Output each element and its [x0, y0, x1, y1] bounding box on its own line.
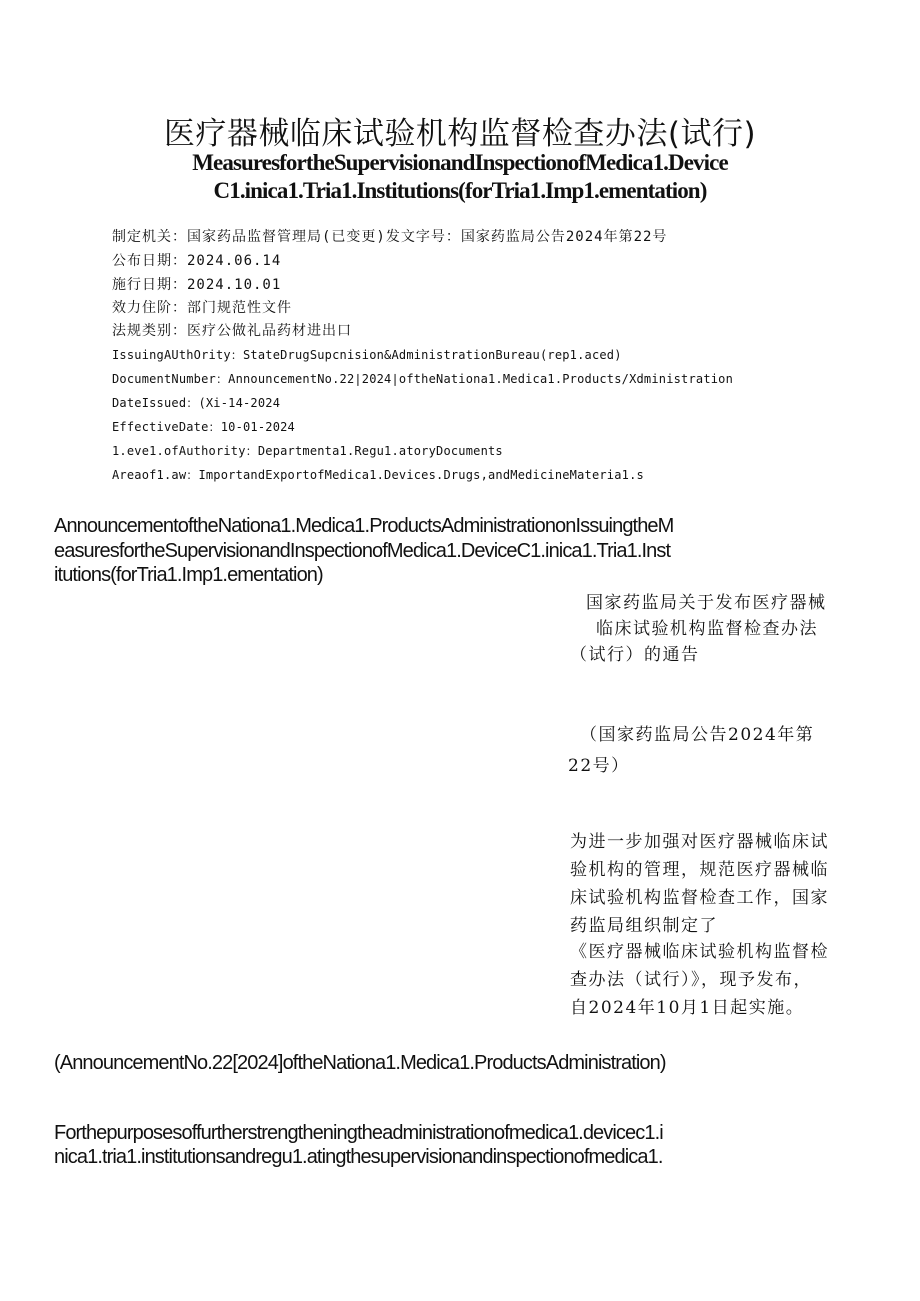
meta-category-zh: 法规类别：医疗公做礼品药材进出口 [112, 323, 352, 339]
number-zh-line-2: 22号） [568, 756, 630, 776]
announcement-zh-line-2: 临床试验机构监督检查办法 [596, 619, 818, 639]
meta-level-en: 1.eve1.ofAuthority：Departmenta1.Regu1.atoryDocuments [112, 444, 503, 458]
meta-effective-date-zh: 施行日期：2024.10.01 [112, 277, 282, 293]
body-en-line-2: nica1.tria1.institutionsandregu1.atingthesupervisionandinspectionofmedica1. [54, 1146, 663, 1168]
announcement-en-line-1: AnnouncementoftheNationa1.Medica1.ProductsAdministrationonIssuingtheM [54, 515, 674, 537]
announcement-zh-line-1: 国家药监局关于发布医疗器械 [586, 593, 827, 613]
meta-document-number-en: DocumentNumber：AnnouncementNo.22∣2024∣oftheNationa1.Medica1.Products/Xdministration [112, 372, 734, 386]
meta-effective-date-en: EffectiveDate：10-01-2024 [112, 420, 295, 434]
body-en-line-1: Forthepurposesoffurtherstrengtheningtheadministrationofmedica1.devicec1.i [54, 1122, 663, 1144]
number-en: (AnnouncementNo.22[2024]oftheNationa1.Medica1.ProductsAdministration) [54, 1052, 666, 1074]
meta-date-issued-en: DateIssued：(Xi-14-2024 [112, 396, 281, 410]
title-chinese: 医疗器械临床试验机构监督检查办法(试行) [163, 116, 757, 152]
meta-issuing-authority-en: IssuingAUthOrity：StateDrugSupcnision&AdministrationBureau(rep1.aced) [112, 348, 622, 362]
body-zh-line-5: 《医疗器械临床试验机构监督检 [570, 942, 829, 962]
number-zh-line-1: （国家药监局公告2024年第 [580, 725, 815, 745]
meta-level-zh: 效力住阶：部门规范性文件 [112, 300, 292, 316]
meta-publish-date-zh: 公布日期：2024.06.14 [112, 253, 282, 269]
body-zh-line-6: 查办法（试行）》，现予发布， [570, 970, 812, 990]
announcement-en-line-2: easuresfortheSupervisionandInspectionofMedica1.DeviceC1.inica1.Tria1.Inst [54, 540, 671, 562]
body-zh-line-1: 为进一步加强对医疗器械临床试 [570, 832, 829, 852]
body-zh-line-2: 验机构的管理，规范医疗器械临 [570, 860, 829, 880]
title-english-line-2: C1.inica1.Tria1.Institutions(forTria1.Imp1.ementation) [213, 178, 707, 203]
body-zh-line-7: 自2024年10月1日起实施。 [570, 998, 805, 1018]
meta-authority-zh: 制定机关：国家药品监督管理局(已变更)发文字号：国家药监局公告2024年第22号 [112, 229, 668, 245]
announcement-zh-line-3: （试行）的通告 [570, 645, 700, 665]
meta-area-en: Areaof1.aw：ImportandExportofMedica1.Devices.Drugs,andMedicineMateria1.s [112, 468, 644, 482]
body-zh-line-4: 药监局组织制定了 [570, 916, 718, 936]
title-english-line-1: MeasuresfortheSupervisionandInspectionofMedica1.Device [192, 150, 728, 175]
body-zh-line-3: 床试验机构监督检查工作，国家 [570, 888, 829, 908]
announcement-en-line-3: itutions(forTria1.Imp1.ementation) [54, 564, 323, 586]
